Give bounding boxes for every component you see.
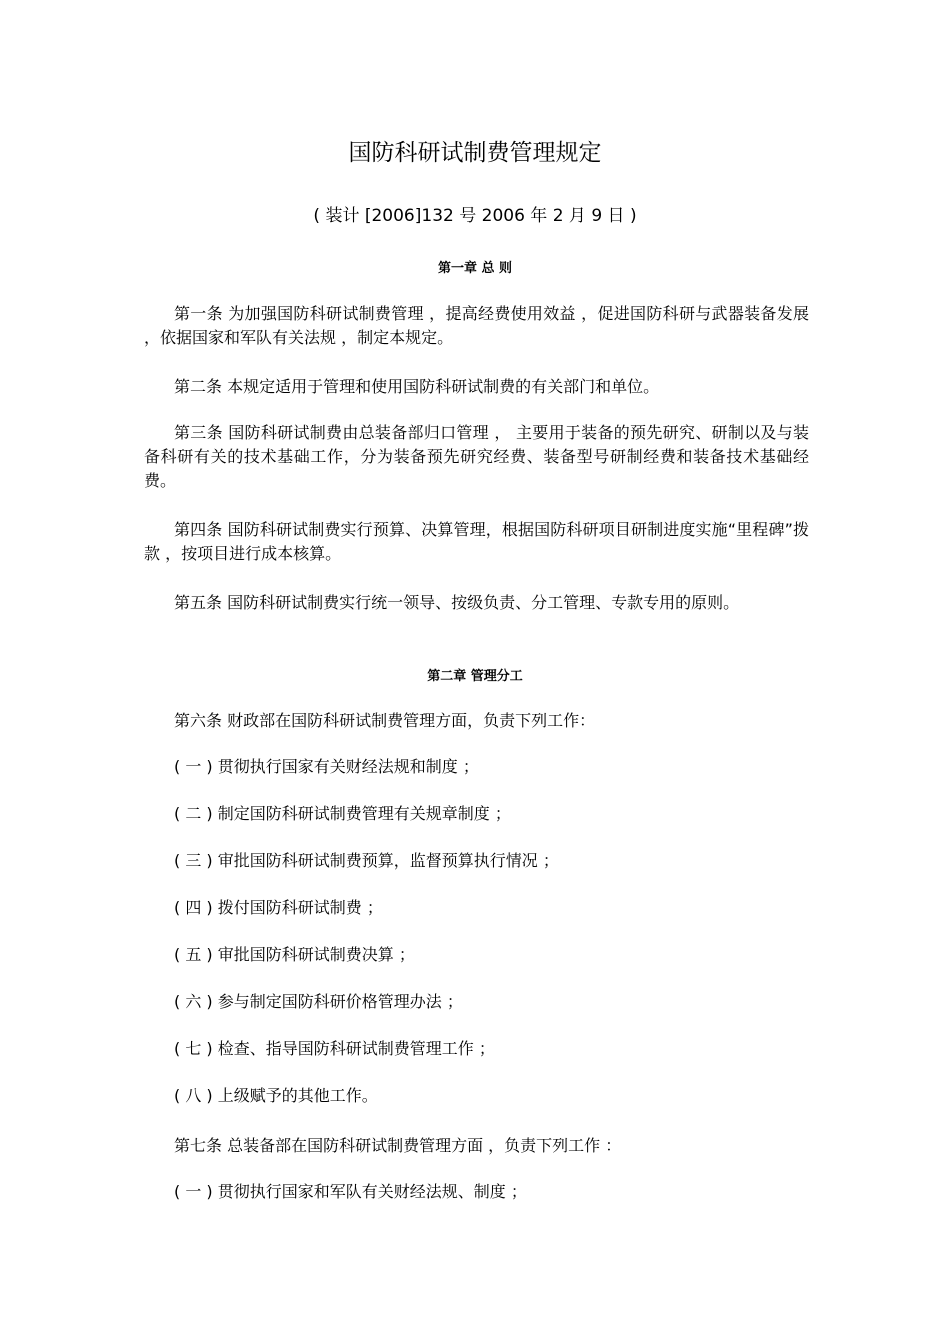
article-paragraph: 第五条 国防科研试制费实行统一领导、按级负责、分工管理、专款专用的原则。 [174, 593, 740, 612]
list-item: ( 六 ) 参与制定国防科研价格管理办法 ； [174, 992, 463, 1011]
article-paragraph: 第二条 本规定适用于管理和使用国防科研试制费的有关部门和单位。 [174, 377, 660, 396]
article-paragraph: 第一条 为加强国防科研试制费管理 ，提高经费使用效益 ，促进国防科研与武器装备发展 ，依据国家和军队有关法规 ，制定本规定。 [144, 304, 809, 347]
document-number: ( 装计 [2006]132 号 2006 年 2 月 9 日 ) [313, 206, 637, 226]
chapter-heading: 第二章 管理分工 [427, 669, 523, 684]
list-item: ( 五 ) 审批国防科研试制费决算 ； [174, 945, 415, 964]
article-paragraph: 第三条 国防科研试制费由总装备部归口管理 ， 主要用于装备的预先研究、研制以及与装备科研有关的技术基础工作，分为装备预先研究经费、装备型号研制经费和装备技术基础经费。 [144, 423, 809, 490]
document-title: 国防科研试制费管理规定 [348, 140, 602, 166]
article-paragraph: 第七条 总装备部在国防科研试制费管理方面 ，负责下列工作 ： [174, 1136, 622, 1155]
list-item: ( 四 ) 拨付国防科研试制费 ； [174, 898, 383, 917]
list-item: ( 一 ) 贯彻执行国家有关财经法规和制度 ； [174, 757, 479, 776]
list-item: ( 一 ) 贯彻执行国家和军队有关财经法规、制度 ； [174, 1182, 527, 1201]
chapter-heading: 第一章 总 则 [437, 261, 513, 276]
list-item: ( 二 ) 制定国防科研试制费管理有关规章制度 ； [174, 804, 511, 823]
article-paragraph: 第四条 国防科研试制费实行预算、决算管理，根据国防科研项目研制进度实施“里程碑”拨款 ，按项目进行成本核算。 [144, 520, 809, 563]
list-item: ( 八 ) 上级赋予的其他工作。 [174, 1086, 378, 1105]
list-item: ( 三 ) 审批国防科研试制费预算，监督预算执行情况 ； [174, 851, 559, 870]
article-paragraph: 第六条 财政部在国防科研试制费管理方面，负责下列工作： [174, 711, 596, 730]
list-item: ( 七 ) 检查、指导国防科研试制费管理工作 ； [174, 1039, 495, 1058]
